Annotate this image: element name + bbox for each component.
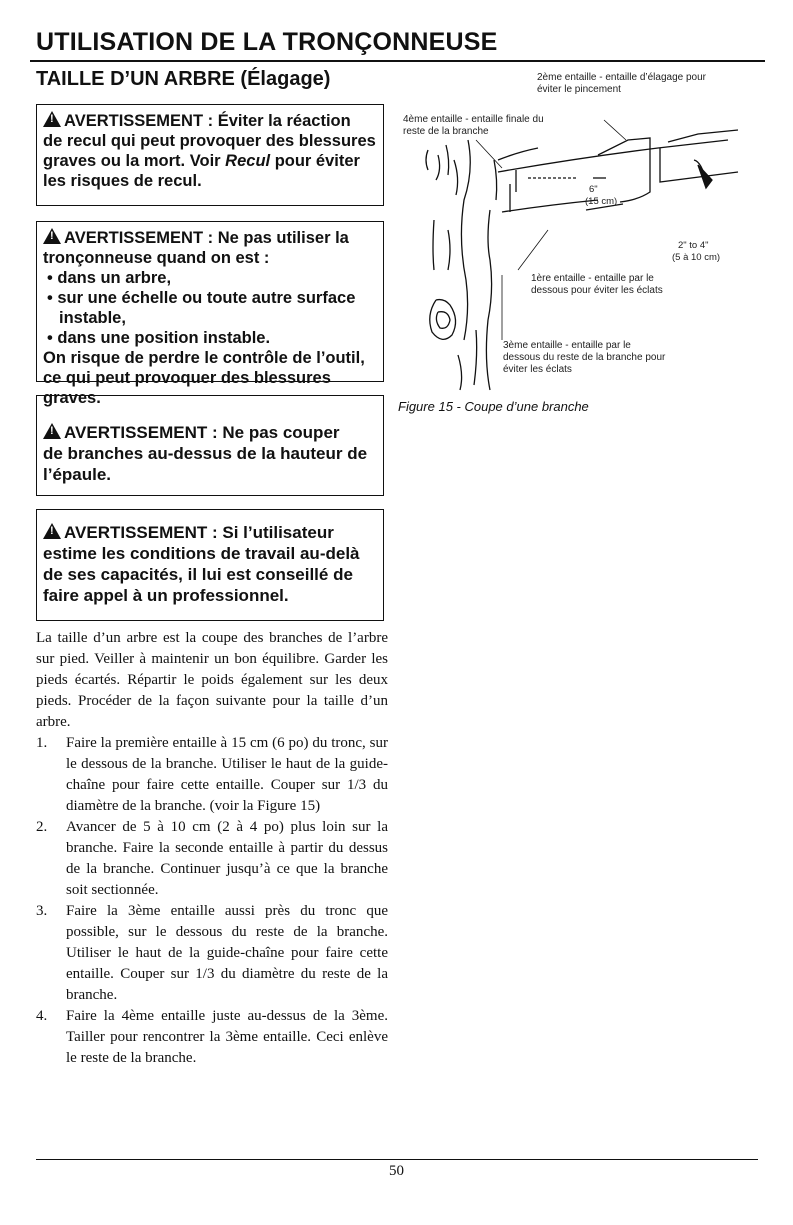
warning-text-line3: graves ou la mort. Voir Recul pour éviter bbox=[43, 152, 360, 170]
figure-caption: Figure 15 - Coupe d’une branche bbox=[398, 399, 589, 414]
pruning-instructions bbox=[36, 628, 388, 1069]
warning-icon bbox=[43, 423, 61, 439]
warning-label: AVERTISSEMENT : Si l’utilisateur bbox=[64, 523, 334, 542]
intro-paragraph: La taille d’un arbre est la coupe des branches de l’arbre sur pied. Veiller à maintenir un bon équilibre. Garder les pieds écartés. Répartir le poids également sur les deux pieds. Procéder de la façon suivante pour la taille d’un arbre. bbox=[36, 630, 388, 730]
warning-box-shoulder-height bbox=[36, 395, 384, 496]
step-item: 3. Faire la 3ème entaille aussi près du tronc que possible, sur le dessous du reste de la branche. Utiliser le haut de la guide-chaîne pour faire cette entaille. Couper sur 1/3 du diamètre du reste de la branche. bbox=[36, 903, 388, 1003]
note-third-cut: 3ème entaille - entaille par le dessous du reste de la branche pour éviter les éclats bbox=[503, 340, 666, 375]
note-first-cut: 1ère entaille - entaille par le dessous pour éviter les éclats bbox=[531, 273, 663, 296]
warning-label: AVERTISSEMENT : Ne pas couper bbox=[64, 423, 340, 442]
warning-text: estime les conditions de travail au-delà de ses capacités, il lui est conseillé de faire appel à un professionnel. bbox=[43, 544, 360, 605]
warning-text: de recul qui peut provoquer des blessures bbox=[43, 132, 376, 150]
note-second-cut: 2ème entaille - entaille d’élagage pour éviter le pincement bbox=[537, 72, 707, 95]
warning-box-professional bbox=[36, 509, 384, 621]
warning-list bbox=[43, 268, 383, 348]
warning-label: AVERTISSEMENT : Éviter la réaction bbox=[64, 112, 351, 130]
warning-list-item: • sur une échelle ou toute autre surface instable, bbox=[47, 289, 356, 327]
title-rule bbox=[30, 60, 765, 62]
section-title: TAILLE D’UN ARBRE (Élagage) bbox=[36, 68, 331, 90]
warning-text: de branches au-dessus de la hauteur de l’épaule. bbox=[43, 444, 368, 484]
warning-list-item: • dans un arbre, bbox=[47, 269, 172, 287]
warning-label: AVERTISSEMENT : Ne pas utiliser la bbox=[64, 229, 349, 247]
warning-icon bbox=[43, 228, 61, 244]
step-item: 4. Faire la 4ème entaille juste au-dessus de la 3ème. Tailler pour rencontrer la 3ème entaille. Ceci enlève le reste de la branche. bbox=[36, 1008, 388, 1066]
warning-closing: On risque de perdre le contrôle de l’outil, ce qui peut provoquer des blessures graves. bbox=[43, 349, 365, 407]
warning-text: tronçonneuse quand on est : bbox=[43, 249, 270, 267]
dimension-2to4in: 2" to 4" (5 à 10 cm) bbox=[672, 240, 721, 263]
step-item: 1. Faire la première entaille à 15 cm (6 po) du tronc, sur le dessous de la branche. Utiliser le haut de la guide-chaîne pour faire cette entaille. Couper sur 1/3 du diamètre de la branche. (voir la Figure 15) bbox=[36, 735, 388, 814]
note-fourth-cut: 4ème entaille - entaille finale du reste de la branche bbox=[403, 114, 544, 137]
page-number: 50 bbox=[389, 1163, 404, 1179]
kickback-reference: Recul bbox=[225, 152, 271, 170]
warning-text-line4: les risques de recul. bbox=[43, 172, 202, 190]
steps-list bbox=[36, 733, 388, 1069]
warning-icon bbox=[43, 523, 61, 539]
warning-list-item: • dans une position instable. bbox=[47, 329, 271, 347]
warning-icon bbox=[43, 111, 61, 127]
step-item: 2. Avancer de 5 à 10 cm (2 à 4 po) plus loin sur la branche. Faire la seconde entaille à partir du dessus de la branche. Continuer jusqu’à ce que la branche soit sectionnée. bbox=[36, 819, 388, 898]
footer-rule bbox=[36, 1159, 758, 1160]
dimension-6in: 6" (15 cm) bbox=[585, 184, 618, 207]
warning-box-unstable bbox=[36, 221, 384, 407]
warning-box-kickback bbox=[36, 104, 384, 206]
page-title: UTILISATION DE LA TRONÇONNEUSE bbox=[36, 28, 498, 56]
